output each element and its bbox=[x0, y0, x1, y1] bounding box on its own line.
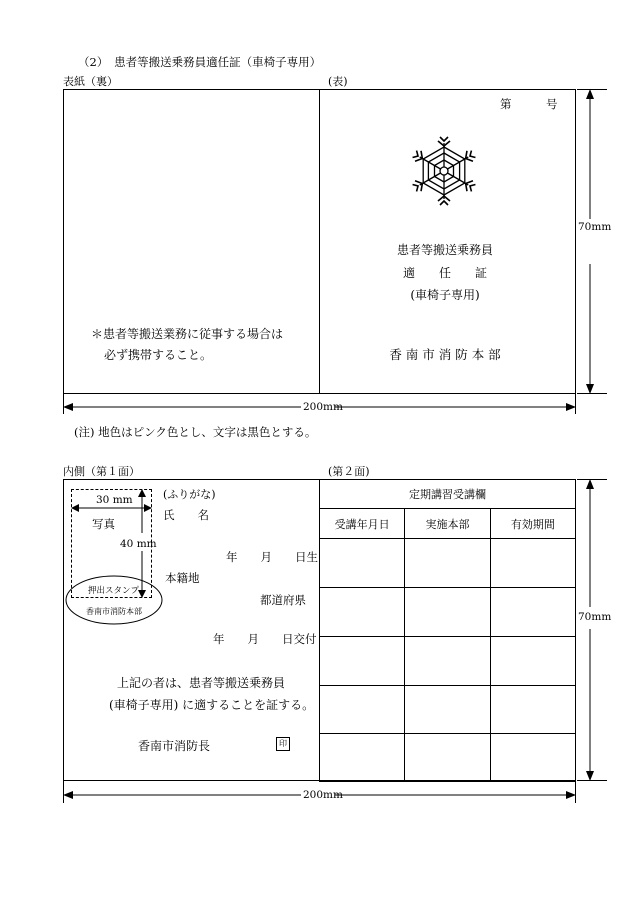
prefecture-label: 都道府県 bbox=[260, 593, 306, 607]
document-heading: （2） 患者等搬送乗務員適任証（車椅子専用） bbox=[78, 55, 322, 69]
photo-height-dim: 40 mm bbox=[120, 538, 157, 550]
domicile-label: 本籍地 bbox=[165, 571, 200, 585]
stamp-label: 押出スタンプ bbox=[88, 586, 140, 596]
table-row bbox=[320, 539, 576, 588]
table-cell bbox=[405, 539, 490, 588]
table-cell bbox=[405, 637, 490, 686]
table-cell bbox=[320, 539, 405, 588]
cover-title-line1: 患者等搬送乗務員 bbox=[396, 243, 493, 257]
table-cell bbox=[405, 686, 490, 734]
fire-department-emblem-icon bbox=[408, 135, 480, 207]
cover-note-line1: ＊患者等搬送業務に従事する場合は bbox=[91, 327, 284, 341]
table-row bbox=[320, 686, 576, 734]
certification-line2: (車椅子専用) に適することを証する。 bbox=[109, 698, 315, 712]
stamp-issuer: 香南市消防本部 bbox=[86, 607, 142, 616]
fire-chief-label: 香南市消防長 bbox=[138, 739, 211, 753]
table-cell bbox=[320, 588, 405, 637]
issue-date-label: 年 月 日交付 bbox=[213, 632, 317, 646]
table-row bbox=[320, 734, 576, 782]
cover-title-line3: (車椅子専用) bbox=[410, 288, 480, 302]
cover-back-label: 表紙（裏） bbox=[63, 75, 118, 88]
header-attendance-date: 受講年月日 bbox=[320, 509, 405, 539]
table-title: 定期講習受講欄 bbox=[320, 480, 576, 509]
table-cell bbox=[320, 734, 405, 782]
seal-mark: 印 bbox=[276, 737, 290, 751]
cover-fold-line bbox=[319, 89, 320, 394]
photo-width-dim: 30 mm bbox=[96, 494, 133, 506]
table-cell bbox=[490, 588, 575, 637]
color-note: (注) 地色はピンク色とし、文字は黒色とする。 bbox=[74, 425, 317, 439]
table-cell bbox=[490, 686, 575, 734]
cover-width-dim: 200mm bbox=[303, 401, 343, 413]
cover-height-arrow bbox=[584, 89, 596, 394]
table-cell bbox=[490, 539, 575, 588]
inside-page2-label: (第２面) bbox=[328, 465, 370, 478]
photo-label: 写真 bbox=[92, 517, 115, 531]
table-cell bbox=[490, 637, 575, 686]
table-row bbox=[320, 588, 576, 637]
cover-note-line2: 必ず携帯すること。 bbox=[104, 348, 213, 362]
table-cell bbox=[490, 734, 575, 782]
inside-height-arrow bbox=[584, 479, 596, 781]
stamp-ellipse bbox=[64, 570, 164, 630]
table-cell bbox=[405, 734, 490, 782]
table-cell bbox=[320, 637, 405, 686]
header-hosting-department: 実施本部 bbox=[405, 509, 490, 539]
certificate-number: 第 号 bbox=[500, 97, 558, 111]
cover-front-label: (表) bbox=[328, 75, 348, 88]
header-validity-period: 有効期間 bbox=[490, 509, 575, 539]
inside-width-dim: 200mm bbox=[303, 789, 343, 801]
birth-date-label: 年 月 日生 bbox=[226, 550, 318, 564]
inside-page1-label: 内側（第１面） bbox=[63, 465, 140, 478]
table-cell bbox=[405, 588, 490, 637]
table-cell bbox=[320, 686, 405, 734]
table-row bbox=[320, 637, 576, 686]
cover-title-line2: 適 任 証 bbox=[402, 266, 487, 280]
training-record-table bbox=[319, 479, 576, 782]
furigana-label: (ふりがな) bbox=[163, 488, 216, 501]
cover-height-dim: 70mm bbox=[578, 221, 612, 233]
inside-height-dim: 70mm bbox=[578, 611, 612, 623]
name-label: 氏 名 bbox=[163, 508, 209, 522]
cover-issuer: 香 南 市 消 防 本 部 bbox=[389, 347, 501, 362]
certification-line1: 上記の者は、患者等搬送乗務員 bbox=[117, 676, 286, 690]
